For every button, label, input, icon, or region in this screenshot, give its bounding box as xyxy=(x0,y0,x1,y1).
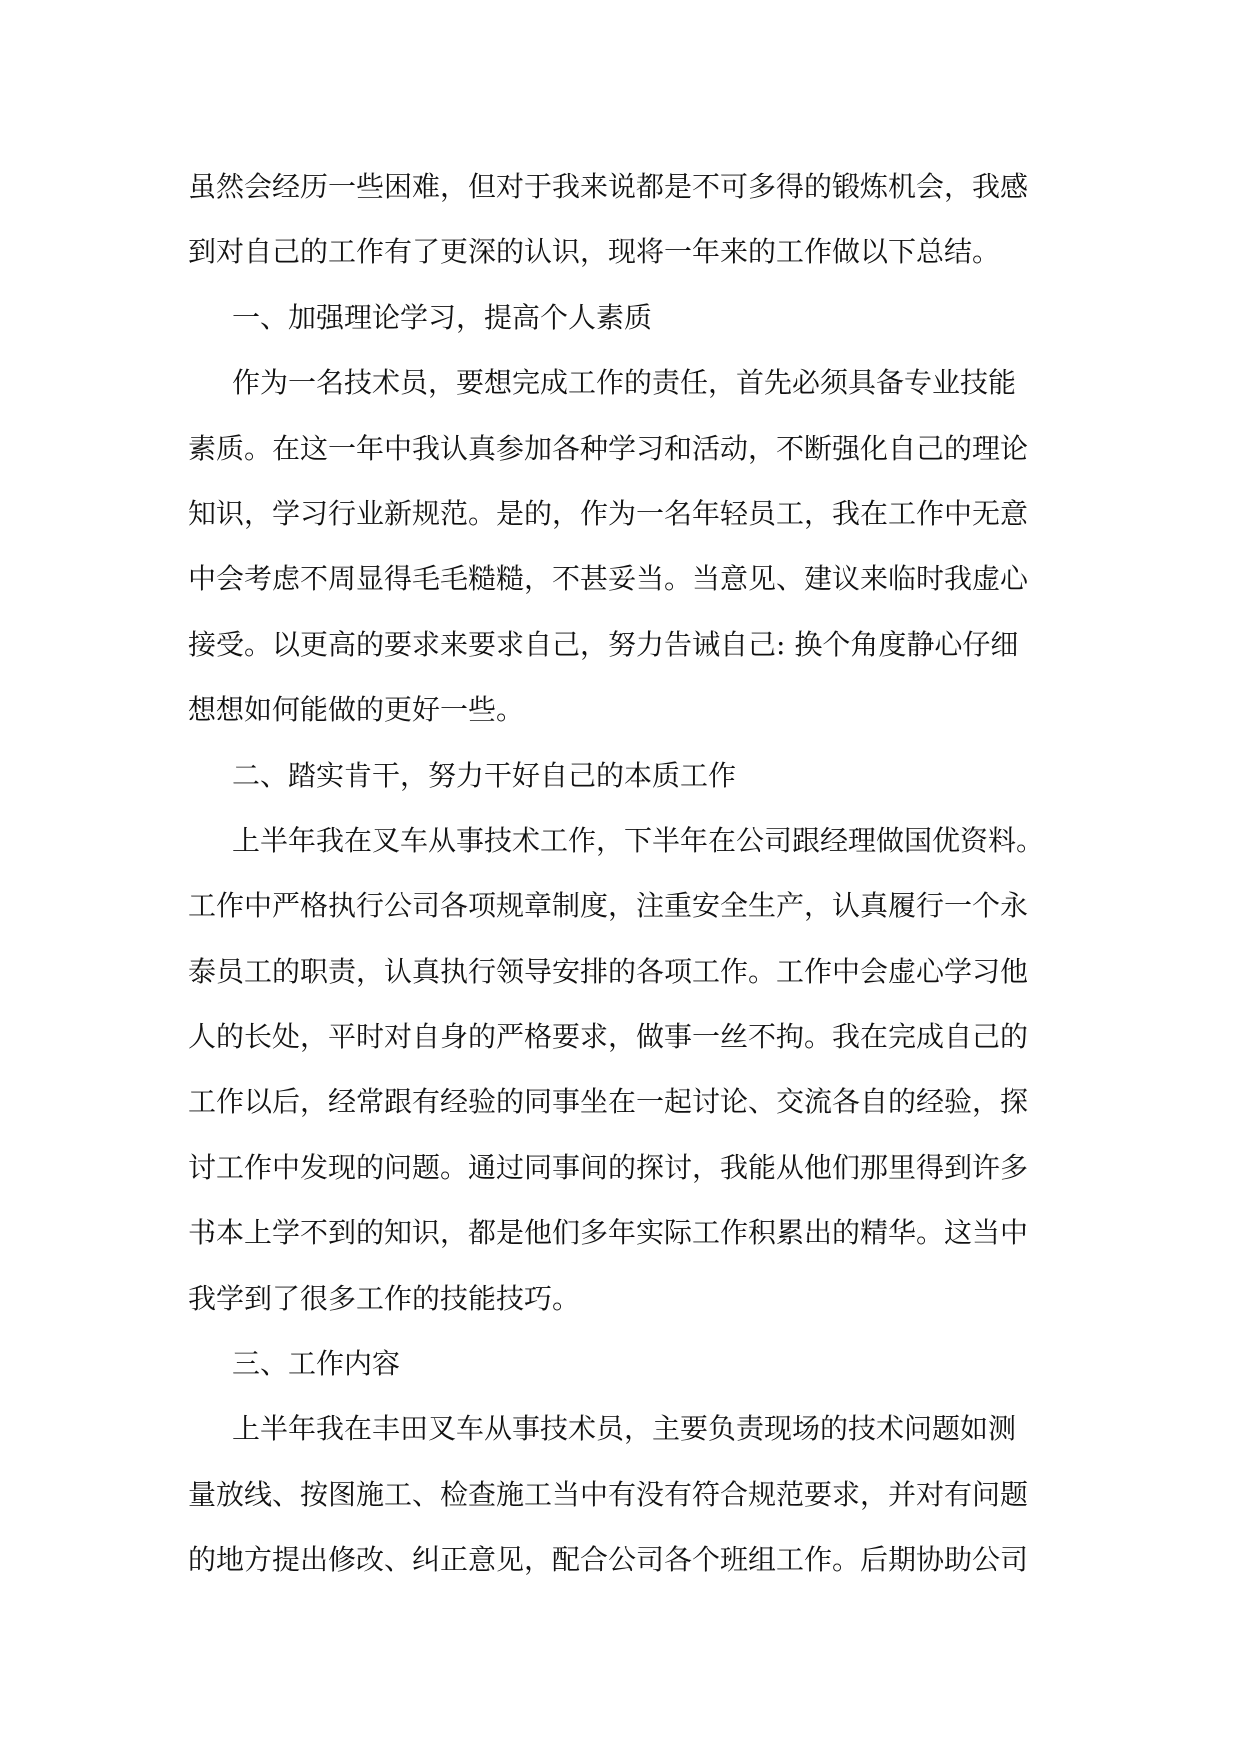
paragraph-first-line: 二、踏实肯干，努力干好自己的本质工作 xyxy=(232,758,737,792)
text-line: 我学到了很多工作的技能技巧。 xyxy=(188,1281,581,1315)
paragraph-first-line: 上半年我在叉车从事技术工作，下半年在公司跟经理做国优资料。 xyxy=(232,823,1045,857)
text-line: 工作以后，经常跟有经验的同事坐在一起讨论、交流各自的经验，探 xyxy=(188,1085,1029,1119)
text-line: 想想如何能做的更好一些。 xyxy=(188,693,525,727)
text-line: 讨工作中发现的问题。通过同事间的探讨，我能从他们那里得到许多 xyxy=(188,1150,1029,1184)
text-line: 到对自己的工作有了更深的认识，现将一年来的工作做以下总结。 xyxy=(188,235,1001,269)
paragraph-first-line: 上半年我在丰田叉车从事技术员，主要负责现场的技术问题如测 xyxy=(232,1412,1017,1446)
paragraph-first-line: 作为一名技术员，要想完成工作的责任，首先必须具备专业技能 xyxy=(232,366,1017,400)
text-line: 书本上学不到的知识，都是他们多年实际工作积累出的精华。这当中 xyxy=(188,1216,1029,1250)
text-line: 的地方提出修改、纠正意见，配合公司各个班组工作。后期协助公司 xyxy=(188,1543,1029,1577)
text-line: 人的长处，平时对自身的严格要求，做事一丝不拘。我在完成自己的 xyxy=(188,1020,1029,1054)
text-line: 中会考虑不周显得毛毛糙糙，不甚妥当。当意见、建议来临时我虚心 xyxy=(188,562,1029,596)
text-line: 素质。在这一年中我认真参加各种学习和活动，不断强化自己的理论 xyxy=(188,431,1029,465)
text-line: 工作中严格执行公司各项规章制度，注重安全生产，认真履行一个永 xyxy=(188,889,1029,923)
paragraph-first-line: 一、加强理论学习，提高个人素质 xyxy=(232,300,653,334)
text-line: 接受。以更高的要求来要求自己，努力告诫自己: 换个角度静心仔细 xyxy=(188,627,1019,661)
document-body xyxy=(188,154,1058,1593)
text-line: 知识，学习行业新规范。是的，作为一名年轻员工，我在工作中无意 xyxy=(188,496,1029,530)
text-line: 虽然会经历一些困难，但对于我来说都是不可多得的锻炼机会，我感 xyxy=(188,170,1029,203)
text-line: 泰员工的职责，认真执行领导安排的各项工作。工作中会虚心学习他 xyxy=(188,954,1029,988)
paragraph-first-line: 三、工作内容 xyxy=(232,1347,401,1381)
text-line: 量放线、按图施工、检查施工当中有没有符合规范要求，并对有问题 xyxy=(188,1477,1029,1511)
